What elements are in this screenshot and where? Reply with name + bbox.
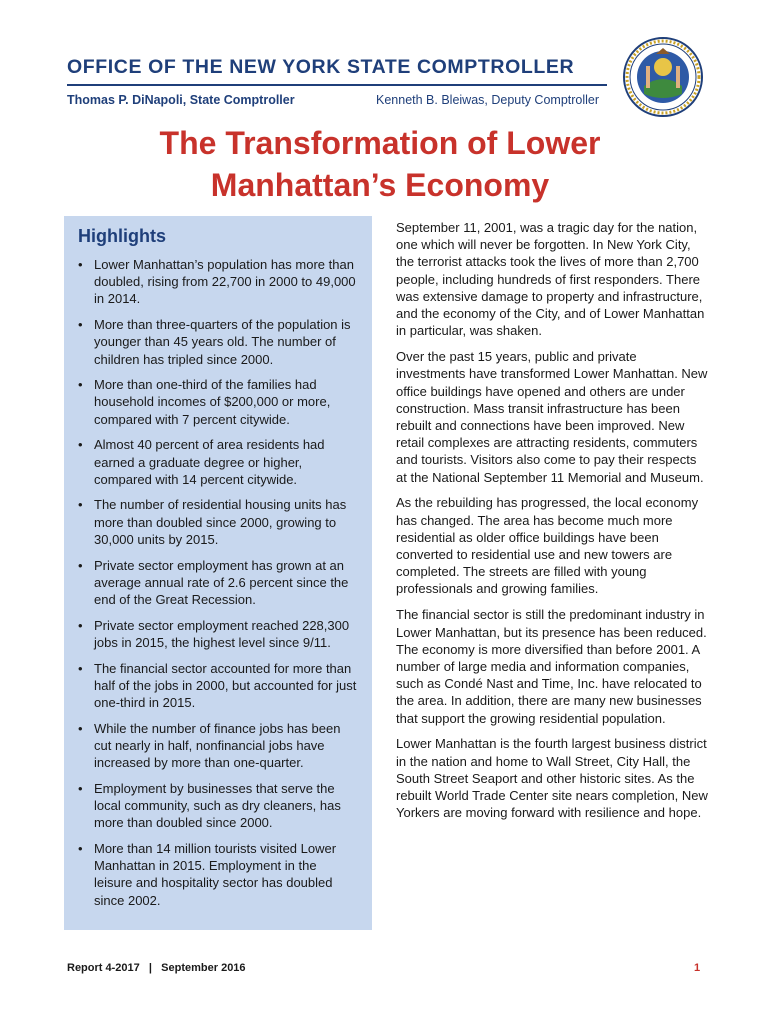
highlight-text: While the number of finance jobs has been cut nearly in half, nonfinancial jobs have increased by more than one-quarter. bbox=[94, 720, 341, 771]
bullet-icon: • bbox=[78, 660, 83, 676]
body-text-column bbox=[396, 219, 708, 830]
bullet-icon: • bbox=[78, 720, 83, 736]
highlight-item bbox=[76, 780, 358, 832]
highlight-item bbox=[76, 436, 358, 488]
highlight-item bbox=[76, 376, 358, 428]
document-title-line-2: Manhattan’s Economy bbox=[210, 167, 550, 203]
highlight-text: The financial sector accounted for more than half of the jobs in 2000, but accounted for just one-third in 2015. bbox=[94, 660, 357, 710]
document-title bbox=[40, 122, 720, 206]
body-paragraph: As the rebuilding has progressed, the local economy has changed. The area has become much more residential as older office buildings have been converted to residential use and new towers are completed. The streets are filled with young professionals and growing families. bbox=[396, 495, 699, 597]
state-seal-icon bbox=[622, 36, 704, 118]
bullet-icon: • bbox=[78, 257, 83, 272]
bullet-icon: • bbox=[78, 317, 83, 333]
highlight-text: Almost 40 percent of area residents had earned a graduate degree or higher, compared with 14 percent citywide. bbox=[94, 437, 325, 487]
bullet-icon: • bbox=[78, 437, 83, 453]
highlight-text: More than three-quarters of the population is younger than 45 years old. The number of children has tripled since 2000. bbox=[94, 317, 351, 367]
highlight-text: More than 14 million tourists visited Lower Manhattan in 2015. Employment in the leisure and hospitality sector has doubled since 2002. bbox=[94, 840, 337, 908]
body-paragraph: Lower Manhattan is the fourth largest business district in the nation and home to Wall Street, City Hall, the South Street Seaport and other historic sites. As the rebuilt World Trade Center site nears completion, New Yorkers are moving forward with resilience and hope. bbox=[396, 736, 708, 821]
highlight-item bbox=[76, 557, 358, 609]
comptroller-name: Thomas P. DiNapoli, State Comptroller bbox=[67, 93, 295, 107]
highlight-item bbox=[76, 256, 358, 308]
highlight-item bbox=[76, 660, 358, 712]
body-paragraph: Over the past 15 years, public and private investments have transformed Lower Manhattan. New office buildings have opened and others are under construction. Mass transit infrastructure has been rebuilt and connections have been improved. New retail complexes are attracting residents, commuters and tourists. Visitors also come to pay their respects at the National September 11 Memorial and Museum. bbox=[396, 349, 708, 485]
highlight-text: Private sector employment has grown at an average annual rate of 2.6 percent since the end of the Great Recession. bbox=[94, 557, 349, 607]
highlight-text: Lower Manhattan’s population has more than doubled, rising from 22,700 in 2000 to 49,000 in 2014. bbox=[94, 257, 356, 307]
highlight-text: Private sector employment reached 228,300 jobs in 2015, the highest level since 9/11. bbox=[94, 617, 350, 650]
body-paragraph: The financial sector is still the predominant industry in Lower Manhattan, but its presence has been reduced. The economy is more diversified than before 2001. A number of large media and information companies, such as Condé Nast and Time, Inc. have relocated to the area. In addition, there are many new businesses that support the growing residential population. bbox=[396, 607, 707, 726]
footer-report-info: Report 4-2017 | September 2016 bbox=[67, 962, 246, 974]
body-paragraph: September 11, 2001, was a tragic day for the nation, one which will never be forgotten. In New York City, the terrorist attacks took the lives of more than 2,700 people, including hundreds of first responders. There was extensive damage to property and infrastructure, and the economy of the City, and of Lower Manhattan in particular, was shaken. bbox=[396, 220, 705, 339]
highlight-text: Employment by businesses that serve the local community, such as dry cleaners, has more than doubled since 2000. bbox=[94, 780, 341, 831]
bullet-icon: • bbox=[78, 377, 83, 393]
deputy-comptroller-name: Kenneth B. Bleiwas, Deputy Comptroller bbox=[376, 93, 600, 107]
highlights-list bbox=[76, 256, 358, 909]
highlight-item bbox=[76, 840, 358, 909]
bullet-icon: • bbox=[78, 497, 83, 513]
bullet-icon: • bbox=[78, 780, 83, 796]
document-title-line-1: The Transformation of Lower bbox=[159, 125, 601, 161]
highlight-item bbox=[76, 316, 358, 368]
highlight-item bbox=[76, 496, 358, 548]
highlights-heading: Highlights bbox=[78, 226, 166, 246]
highlight-item bbox=[76, 720, 358, 772]
highlights-box bbox=[64, 216, 372, 930]
highlight-text: More than one-third of the families had household incomes of $200,000 or more, compared with 7 percent citywide. bbox=[94, 377, 331, 427]
bullet-icon: • bbox=[78, 557, 83, 573]
page-number: 1 bbox=[694, 962, 701, 974]
bullet-icon: • bbox=[78, 617, 83, 633]
highlight-item bbox=[76, 617, 358, 651]
highlight-text: The number of residential housing units has more than doubled since 2000, growing to 30,000 units by 2015. bbox=[94, 497, 347, 547]
bullet-icon: • bbox=[78, 840, 83, 856]
office-title: OFFICE OF THE NEW YORK STATE COMPTROLLER bbox=[67, 56, 575, 78]
header-rule bbox=[67, 84, 607, 86]
